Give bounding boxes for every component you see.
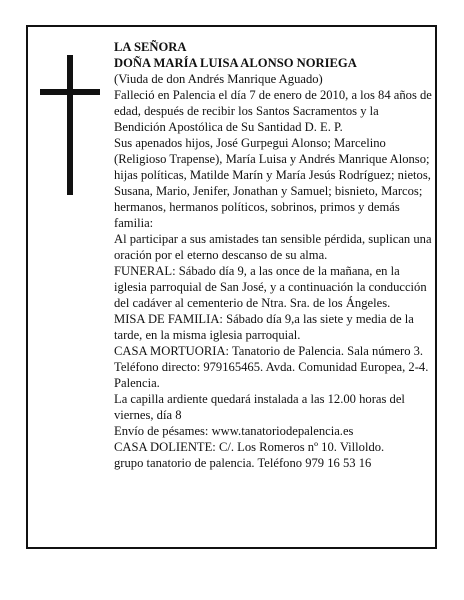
death-paragraph: Falleció en Palencia el día 7 de enero de 2010, a los 84 años de edad, después de recibir los Santos Sacramentos y la Bendición Apostólica de Su Santidad D. E. P. bbox=[114, 88, 432, 134]
condolences-paragraph: Envío de pésames: www.tanatoriodepalencia.es bbox=[114, 424, 354, 438]
mortuary-paragraph: CASA MORTUORIA: Tanatorio de Palencia. Sala número 3. Teléfono directo: 979165465. Avda. Comunidad Europea, 2-4. Palencia. bbox=[114, 344, 429, 390]
cross-icon bbox=[40, 55, 100, 195]
heading-line-1: LA SEÑORA bbox=[114, 40, 187, 54]
mass-paragraph: MISA DE FAMILIA: Sábado día 9,a las siete y media de la tarde, en la misma iglesia parroquial. bbox=[114, 312, 414, 342]
funeral-paragraph: FUNERAL: Sábado día 9, a las once de la mañana, en la iglesia parroquial de San José, y a continuación la conducción del cadáver al cementerio de Ntra. Sra. de los Ángeles. bbox=[114, 264, 427, 310]
funeral-home-paragraph: grupo tanatorio de palencia. Teléfono 979 16 53 16 bbox=[114, 456, 372, 470]
family-paragraph: Sus apenados hijos, José Gurpegui Alonso; Marcelino (Religioso Trapense), María Luisa y Andrés Manrique Alonso; hijas políticas, Matilde Marín y María Jesús Rodríguez; nietos, Susana, Mario, Jenifer, Jonathan y Samuel; bisnieto, Marcos; hermanos, hermanos políticos, sobrinos, primos y demás familia: bbox=[114, 136, 431, 230]
cross-horizontal-bar bbox=[40, 89, 100, 95]
obituary-notice bbox=[26, 25, 437, 549]
notice-text bbox=[114, 39, 432, 471]
cross-vertical-bar bbox=[67, 55, 73, 195]
chapel-paragraph: La capilla ardiente quedará instalada a las 12.00 horas del viernes, día 8 bbox=[114, 392, 405, 422]
request-paragraph: Al participar a sus amistades tan sensible pérdida, suplican una oración por el eterno descanso de su alma. bbox=[114, 232, 432, 262]
deceased-name: DOÑA MARÍA LUISA ALONSO NORIEGA bbox=[114, 56, 357, 70]
home-paragraph: CASA DOLIENTE: C/. Los Romeros nº 10. Villoldo. bbox=[114, 440, 385, 454]
widow-subtitle: (Viuda de don Andrés Manrique Aguado) bbox=[114, 72, 323, 86]
